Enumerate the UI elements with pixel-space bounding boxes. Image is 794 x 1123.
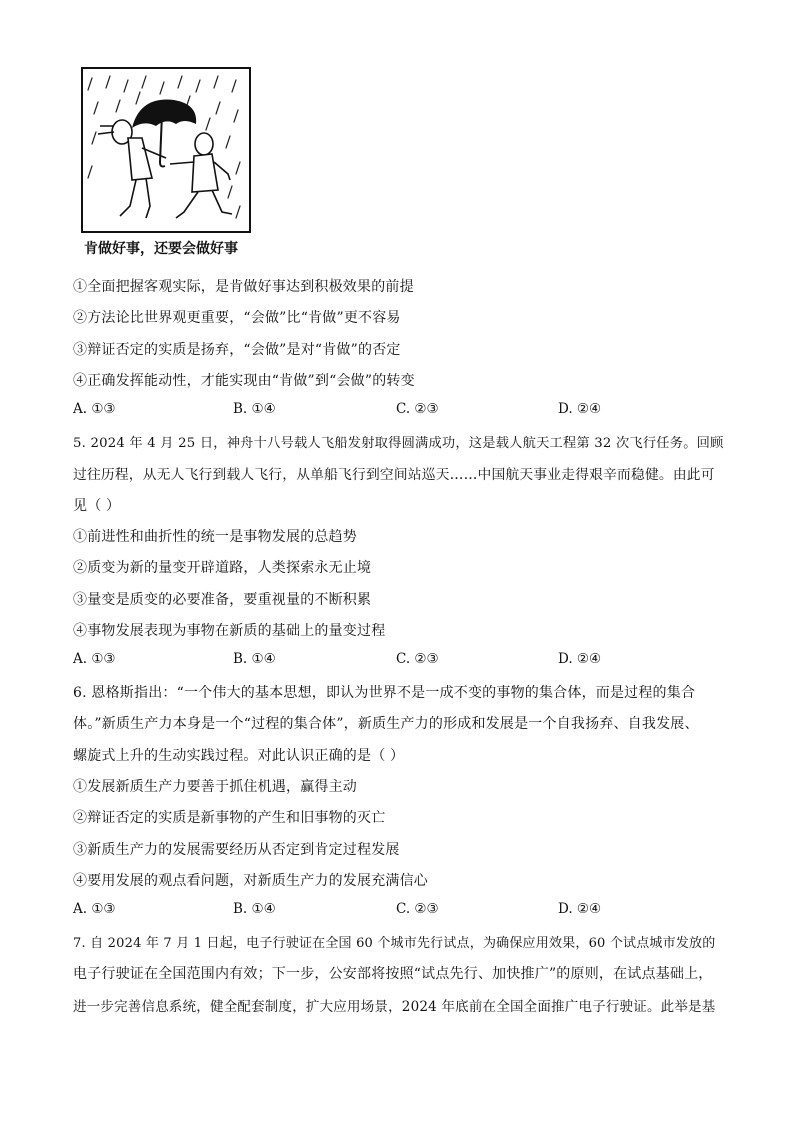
q5-option-c: C. ②③ (396, 651, 439, 667)
q6-item-1: ①发展新质生产力要善于抓住机遇，赢得主动 (73, 779, 357, 795)
q6-stem-line-1: 6. 恩格斯指出：“一个伟大的基本思想，即认为世界不是一成不变的事物的集合体，而是过程的集合 (73, 685, 696, 701)
q7-stem-line-3: 进一步完善信息系统，健全配套制度，扩大应用场景，2024 年底前在全国全面推广电子行驶证。此举是基 (73, 999, 716, 1015)
q6-option-d: D. ②④ (558, 901, 602, 917)
q4-item-3: ③辩证否定的实质是扬弃，“会做”是对“肯做”的否定 (73, 342, 401, 358)
q6-option-c: C. ②③ (396, 901, 439, 917)
q5-option-d: D. ②④ (558, 651, 602, 667)
q6-stem-line-3: 螺旋式上升的生动实践过程。对此认识正确的是（ ） (73, 748, 405, 764)
cartoon-caption: 肯做好事，还要会做好事 (84, 241, 238, 257)
q5-item-3: ③量变是质变的必要准备，要重视量的不断积累 (73, 592, 372, 608)
q6-item-2: ②辩证否定的实质是新事物的产生和旧事物的灭亡 (73, 810, 386, 826)
q7-stem-line-2: 电子行驶证在全国范围内有效；下一步，公安部将按照“试点先行、加快推广”的原则，在试点基础上， (73, 966, 713, 982)
q4-item-2: ②方法论比世界观更重要，“会做”比“肯做”更不容易 (73, 310, 401, 326)
q4-item-1: ①全面把握客观实际，是肯做好事达到积极效果的前提 (73, 279, 414, 295)
q6-option-a: A. ①③ (73, 901, 116, 917)
q6-item-4: ④要用发展的观点看问题，对新质生产力的发展充满信心 (73, 873, 428, 889)
q4-option-a: A. ①③ (73, 401, 116, 417)
q5-item-1: ①前进性和曲折性的统一是事物发展的总趋势 (73, 529, 357, 545)
q5-item-2: ②质变为新的量变开辟道路，人类探索永无止境 (73, 560, 372, 576)
q5-item-4: ④事物发展表现为事物在新质的基础上的量变过程 (73, 623, 386, 639)
q5-option-a: A. ①③ (73, 651, 116, 667)
q4-option-c: C. ②③ (396, 401, 439, 417)
q5-option-b: B. ①④ (233, 651, 276, 667)
q5-stem-line-3: 见（ ） (73, 498, 121, 514)
q4-option-d: D. ②④ (558, 401, 602, 417)
rain-umbrella-cartoon (80, 66, 252, 236)
q5-stem-line-2: 过往历程，从无人飞行到载人飞行，从单船飞行到空间站巡天……中国航天事业走得艰辛而稳健。由此可 (73, 467, 715, 483)
q4-item-4: ④正确发挥能动性，才能实现由“肯做”到“会做”的转变 (73, 373, 415, 389)
q4-option-b: B. ①④ (233, 401, 276, 417)
q6-item-3: ③新质生产力的发展需要经历从否定到肯定过程发展 (73, 842, 400, 858)
q5-stem-line-1: 5. 2024 年 4 月 25 日，神舟十八号载人飞船发射取得圆满成功，这是载人航天工程第 32 次飞行任务。回顾 (73, 436, 724, 451)
q6-option-b: B. ①④ (233, 901, 276, 917)
q7-stem-line-1: 7. 自 2024 年 7 月 1 日起，电子行驶证在全国 60 个城市先行试点，为确保应用效果，60 个试点城市发放的 (73, 936, 716, 951)
q6-stem-line-2: 体。”新质生产力本身是一个“过程的集合体”，新质生产力的形成和发展是一个自我扬弃、自我发展、 (73, 716, 699, 732)
